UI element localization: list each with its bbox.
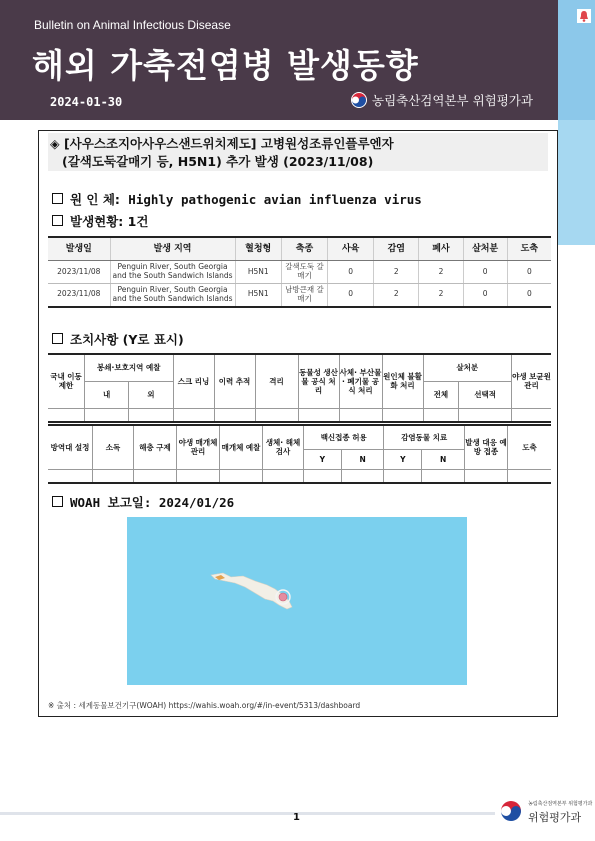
cause-value: Highly pathogenic avian influenza virus xyxy=(128,192,422,207)
value-cell xyxy=(85,408,129,422)
value-cell xyxy=(382,408,423,422)
outbreak-table xyxy=(48,236,551,308)
bulletin-date: 2024-01-30 xyxy=(50,95,123,109)
value-cell xyxy=(465,469,508,483)
cell-infected: 2 xyxy=(374,261,419,284)
value-cell xyxy=(48,469,93,483)
table-header-row xyxy=(48,237,551,261)
source-note: ※ 출처 : 세계동물보건기구(WOAH) https://wahis.woah.org/#/in-event/5313/dashboard xyxy=(48,701,361,710)
cell-species: 남방큰재 갈매기 xyxy=(281,284,327,307)
measures-heading xyxy=(52,330,184,348)
value-cell xyxy=(177,469,220,483)
side-accent-bar-light xyxy=(558,120,595,245)
cell-culled: 0 xyxy=(463,261,507,284)
table-row xyxy=(48,284,551,307)
woah-row xyxy=(52,493,234,511)
bell-icon xyxy=(576,8,592,24)
value-cell xyxy=(422,469,465,483)
report-title-line2: (갈색도둑갈매기 등, H5N1) 추가 발생 (2023/11/08) xyxy=(62,154,374,169)
cell-disinfection: 소독 xyxy=(93,425,134,469)
value-cell xyxy=(255,408,298,422)
cell-tracing: 이력 추적 xyxy=(214,354,255,408)
value-cell xyxy=(129,408,173,422)
value-cell xyxy=(263,469,304,483)
cell-date: 2023/11/08 xyxy=(48,261,110,284)
cell-vaccination-n: N xyxy=(341,449,384,469)
map-svg xyxy=(127,517,467,685)
cell-prevention: 발생 대응 예방 접종 xyxy=(465,425,508,469)
value-cell xyxy=(93,469,134,483)
cause-row xyxy=(52,190,422,208)
value-cell xyxy=(384,469,422,483)
col-slaughtered: 도축 xyxy=(507,237,551,261)
count-row xyxy=(52,212,148,230)
value-cell xyxy=(512,408,552,422)
col-date: 발생일 xyxy=(48,237,110,261)
footer-org: 위험평가과 xyxy=(528,811,582,824)
checkbox-icon xyxy=(52,193,63,204)
cell-treatment-y: Y xyxy=(384,449,422,469)
table-row xyxy=(48,354,551,381)
cell-culled: 0 xyxy=(463,284,507,307)
footer-rule xyxy=(0,812,495,815)
cell-antemortem: 생체· 해체 검사 xyxy=(263,425,304,469)
cell-carcass-disposal: 사체· 부산물· 폐기물 공식 처리 xyxy=(339,354,382,408)
cell-vector-surveillance: 매개체 예찰 xyxy=(220,425,263,469)
cell-vaccination: 백신접종 허용 xyxy=(304,425,384,449)
header-banner xyxy=(0,0,558,120)
cell-raised: 0 xyxy=(328,261,374,284)
report-title-line1: ◈ [사우스조지아사우스샌드위치제도] 고병원성조류인플루엔자 xyxy=(50,136,394,151)
col-dead: 폐사 xyxy=(419,237,463,261)
cell-culling-selective: 선택적 xyxy=(459,381,512,408)
col-serotype: 혈청형 xyxy=(235,237,281,261)
cell-quarantine: 격리 xyxy=(255,354,298,408)
cell-serotype: H5N1 xyxy=(235,284,281,307)
page-title: 해외 가축전염병 발생동향 xyxy=(32,46,419,85)
value-cell xyxy=(423,408,459,422)
cell-vector-control: 해충 구제 xyxy=(134,425,177,469)
value-cell xyxy=(134,469,177,483)
cell-culling-all: 전체 xyxy=(423,381,459,408)
outbreak-map xyxy=(127,517,467,685)
col-infected: 감염 xyxy=(374,237,419,261)
value-cell xyxy=(220,469,263,483)
cell-slaughtered: 0 xyxy=(507,261,551,284)
cell-infected: 2 xyxy=(374,284,419,307)
org-name-text: 농림축산검역본부 위험평가과 xyxy=(372,93,533,108)
value-cell xyxy=(298,408,339,422)
page-number: 1 xyxy=(293,812,300,823)
cell-zone-in: 내 xyxy=(85,381,129,408)
cell-treatment: 감염동물 치료 xyxy=(384,425,465,449)
value-cell xyxy=(339,408,382,422)
cell-culling: 살처분 xyxy=(423,354,512,381)
cell-date: 2023/11/08 xyxy=(48,284,110,307)
cell-dead: 2 xyxy=(419,284,463,307)
value-cell xyxy=(459,408,512,422)
cell-species: 갈색도둑 갈매기 xyxy=(281,261,327,284)
woah-label: WOAH 보고일: 2024/01/26 xyxy=(70,495,235,510)
table-row-values xyxy=(48,469,551,483)
cell-treatment-n: N xyxy=(422,449,465,469)
checkbox-icon xyxy=(52,215,63,226)
footer-org-small: 농림축산검역본부 위험평가과 xyxy=(528,801,593,807)
value-cell xyxy=(341,469,384,483)
value-cell xyxy=(48,408,85,422)
outbreak-marker xyxy=(279,593,287,601)
cell-zone-out: 외 xyxy=(129,381,173,408)
col-raised: 사육 xyxy=(328,237,374,261)
measures-table-2 xyxy=(48,424,551,484)
measures-table-1 xyxy=(48,353,551,423)
cell-vaccination-y: Y xyxy=(304,449,342,469)
col-region: 발생 지역 xyxy=(110,237,235,261)
header-subtitle: Bulletin on Animal Infectious Disease xyxy=(34,18,231,32)
cell-wild-vector: 야생 매개체 관리 xyxy=(177,425,220,469)
cell-zone: 봉쇄·보호지역 예찰 xyxy=(85,354,174,381)
cell-raised: 0 xyxy=(328,284,374,307)
cell-screening: 스크 리닝 xyxy=(173,354,214,408)
table-row xyxy=(48,261,551,284)
org-name xyxy=(350,91,533,109)
cell-domestic-move: 국내 이동 제한 xyxy=(48,354,85,408)
checkbox-icon xyxy=(52,333,63,344)
cause-label: 원 인 체: xyxy=(70,192,120,207)
value-cell xyxy=(214,408,255,422)
cell-slaughtered: 0 xyxy=(507,284,551,307)
cell-serotype: H5N1 xyxy=(235,261,281,284)
table-row-values xyxy=(48,408,551,422)
taegeuk-logo-icon xyxy=(350,91,368,109)
cell-region: Penguin River, South Georgia and the South Sandwich Islands xyxy=(110,261,235,284)
count-label: 발생현황: 1건 xyxy=(70,214,149,229)
cell-slaughter: 도축 xyxy=(508,425,552,469)
cell-official-disposal: 동물성 생산물 공식 처리 xyxy=(298,354,339,408)
cell-region: Penguin River, South Georgia and the South Sandwich Islands xyxy=(110,284,235,307)
value-cell xyxy=(173,408,214,422)
col-species: 축종 xyxy=(281,237,327,261)
cell-dead: 2 xyxy=(419,261,463,284)
cell-inactivation: 원인체 불활화 처리 xyxy=(382,354,423,408)
col-culled: 살처분 xyxy=(463,237,507,261)
cell-wildlife: 야생 보균원 관리 xyxy=(512,354,552,408)
measures-label: 조치사항 (Y로 표시) xyxy=(70,332,184,347)
cell-zoning: 방역대 설정 xyxy=(48,425,93,469)
value-cell xyxy=(304,469,342,483)
value-cell xyxy=(508,469,552,483)
checkbox-icon xyxy=(52,496,63,507)
taegeuk-footer-icon xyxy=(498,798,524,824)
table-row xyxy=(48,425,551,449)
